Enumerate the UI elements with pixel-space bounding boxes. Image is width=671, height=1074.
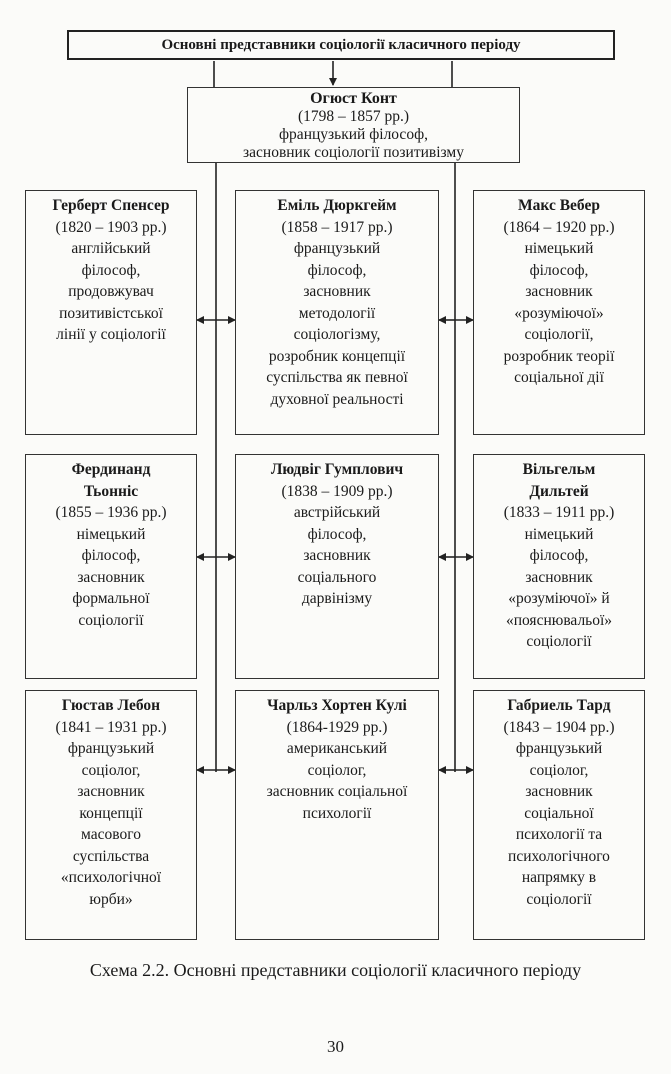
- person-detail: філософ,: [307, 261, 367, 279]
- person-name: Огюст Конт: [310, 90, 397, 107]
- person-detail: «розуміючої» й: [508, 590, 610, 607]
- person-detail: соціології: [526, 633, 592, 650]
- person-detail: соціології,: [524, 326, 594, 343]
- person-box: [235, 690, 439, 940]
- person-box: [235, 454, 439, 679]
- person-detail: філософ,: [81, 261, 141, 279]
- person-detail: (1864-1929 рр.): [286, 718, 388, 736]
- person-detail: «розуміючої»: [514, 304, 604, 322]
- person-detail: соціолог,: [529, 761, 589, 779]
- person-detail: дарвінізму: [301, 590, 373, 607]
- person-detail: формальної: [72, 590, 150, 607]
- person-detail: німецький: [76, 525, 146, 543]
- person-detail: соціолог,: [307, 761, 367, 779]
- person-detail: (1820 – 1903 рр.): [55, 218, 167, 236]
- person-name: Дильтей: [529, 482, 589, 500]
- person-detail: «пояснювальої»: [505, 611, 613, 629]
- person-detail: філософ,: [81, 547, 141, 564]
- person-detail: (1858 – 1917 рр.): [281, 218, 393, 236]
- diagram-title: Основні представники соціології класичного періоду: [67, 30, 615, 60]
- person-detail: філософ,: [529, 547, 589, 564]
- person-detail: масового: [81, 826, 141, 843]
- person-name: Габриель Тард: [507, 697, 611, 714]
- person-detail: психологічного: [508, 847, 610, 865]
- page-number: 30: [327, 1037, 344, 1056]
- person-box: [25, 690, 197, 940]
- person-detail: французький: [515, 740, 603, 757]
- person-detail: суспільства як певної: [266, 369, 408, 386]
- person-detail: (1855 – 1936 рр.): [55, 504, 167, 521]
- person-detail: продовжувач: [68, 283, 154, 300]
- person-detail: засновник: [303, 283, 371, 300]
- person-detail: розробник теорії: [503, 347, 615, 365]
- person-detail: засновник соціальної: [266, 783, 408, 800]
- person-detail: (1841 – 1931 рр.): [55, 718, 167, 736]
- central-node-comte: [187, 87, 520, 163]
- person-name: Чарльз Хортен Кулі: [267, 697, 407, 714]
- person-detail: соціального: [297, 568, 377, 586]
- person-box: [473, 690, 645, 940]
- person-detail: французький філософ,: [279, 126, 428, 143]
- person-detail: філософ,: [529, 261, 589, 279]
- person-detail: лінії у соціології: [56, 326, 166, 343]
- person-detail: позитивістської: [59, 304, 163, 322]
- person-detail: засновник: [303, 547, 371, 564]
- person-detail: французький: [67, 740, 155, 757]
- person-detail: соціолог,: [81, 761, 141, 779]
- person-detail: засновник: [77, 783, 145, 800]
- person-detail: (1864 – 1920 рр.): [503, 218, 615, 236]
- person-box: [235, 190, 439, 435]
- person-detail: засновник соціології позитивізму: [243, 144, 464, 161]
- person-name: Вільгельм: [522, 461, 596, 478]
- person-detail: німецький: [524, 525, 594, 543]
- person-detail: розробник концепції: [268, 347, 406, 365]
- person-detail: німецький: [524, 240, 594, 257]
- person-detail: філософ,: [307, 525, 367, 543]
- person-name: Тьонніс: [83, 482, 139, 500]
- person-detail: методології: [298, 304, 376, 322]
- person-detail: соціологізму,: [293, 326, 381, 343]
- person-detail: американський: [286, 740, 388, 757]
- person-name: Фердинанд: [71, 461, 151, 478]
- person-detail: засновник: [525, 568, 593, 586]
- person-detail: (1843 – 1904 рр.): [503, 718, 615, 736]
- person-detail: соціології: [78, 611, 144, 629]
- person-detail: засновник: [525, 783, 593, 800]
- person-detail: засновник: [77, 568, 145, 586]
- person-detail: «психологічної: [60, 869, 162, 886]
- person-box: [473, 454, 645, 679]
- person-detail: психології: [302, 804, 372, 822]
- person-detail: юрби»: [89, 890, 133, 908]
- person-detail: (1838 – 1909 рр.): [281, 482, 393, 500]
- person-detail: австрійський: [293, 504, 381, 521]
- person-name: Еміль Дюркгейм: [277, 197, 397, 214]
- person-detail: суспільства: [72, 847, 150, 865]
- person-detail: французький: [293, 240, 381, 257]
- figure-caption: Схема 2.2. Основні представники соціології класичного періоду: [89, 960, 582, 980]
- person-detail: засновник: [525, 283, 593, 300]
- person-detail: напрямку в: [521, 869, 597, 886]
- person-detail: англійський: [71, 240, 151, 257]
- person-name: Гюстав Лебон: [61, 697, 161, 714]
- person-detail: психології та: [515, 826, 603, 843]
- person-detail: (1833 – 1911 рр.): [503, 504, 615, 521]
- person-detail: духовної реальності: [270, 390, 404, 408]
- person-box: [25, 190, 197, 435]
- person-detail: (1798 – 1857 рр.): [297, 108, 410, 125]
- person-name: Людвіг Гумплович: [270, 461, 404, 478]
- person-name: Макс Вебер: [518, 197, 600, 214]
- person-detail: соціології: [526, 890, 592, 908]
- person-detail: соціальної: [524, 804, 594, 822]
- person-box: [25, 454, 197, 679]
- person-detail: соціальної дії: [514, 369, 604, 386]
- person-name: Герберт Спенсер: [52, 197, 170, 214]
- person-box: [473, 190, 645, 435]
- person-detail: концепції: [79, 804, 143, 822]
